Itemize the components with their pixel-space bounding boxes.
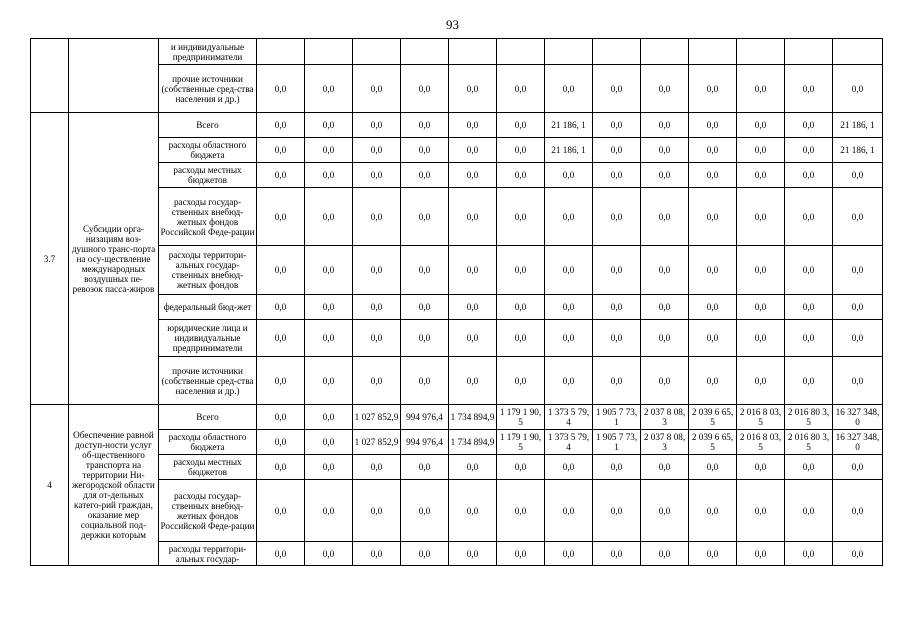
- value-cell: 0,0: [737, 480, 785, 542]
- funding-source-cell: Всего: [159, 113, 257, 138]
- value-cell: 0,0: [545, 455, 593, 480]
- value-cell: 0,0: [641, 246, 689, 295]
- value-cell: 0,0: [689, 138, 737, 163]
- value-cell: 0,0: [785, 295, 833, 320]
- value-cell: 0,0: [305, 188, 353, 246]
- value-cell: 0,0: [401, 357, 449, 405]
- value-cell: 0,0: [401, 163, 449, 188]
- value-cell: 0,0: [593, 65, 641, 113]
- value-cell: 0,0: [641, 542, 689, 566]
- table-row: [31, 480, 883, 542]
- value-cell: 0,0: [689, 113, 737, 138]
- value-cell: 0,0: [353, 113, 401, 138]
- value-cell: 0,0: [497, 357, 545, 405]
- value-cell: 0,0: [785, 246, 833, 295]
- value-cell: 0,0: [497, 542, 545, 566]
- value-cell: 0,0: [353, 295, 401, 320]
- value-cell: 0,0: [449, 113, 497, 138]
- value-cell: 2 016 8 03,5: [737, 405, 785, 430]
- value-cell: 0,0: [641, 163, 689, 188]
- value-cell: 16 327 348,0: [833, 430, 883, 455]
- table-row: [31, 295, 883, 320]
- value-cell: 0,0: [785, 542, 833, 566]
- value-cell: 0,0: [497, 455, 545, 480]
- value-cell: 0,0: [257, 138, 305, 163]
- value-cell: [689, 39, 737, 65]
- value-cell: 0,0: [737, 163, 785, 188]
- value-cell: 0,0: [641, 113, 689, 138]
- funding-source-cell: юридические лица и индивидуальные предприниматели: [159, 320, 257, 357]
- value-cell: 0,0: [353, 320, 401, 357]
- value-cell: 0,0: [545, 246, 593, 295]
- value-cell: 0,0: [401, 138, 449, 163]
- value-cell: 0,0: [641, 357, 689, 405]
- value-cell: 0,0: [449, 65, 497, 113]
- value-cell: 0,0: [833, 188, 883, 246]
- value-cell: 0,0: [593, 113, 641, 138]
- table-row: [31, 65, 883, 113]
- value-cell: 0,0: [737, 295, 785, 320]
- value-cell: 0,0: [305, 455, 353, 480]
- value-cell: 0,0: [545, 295, 593, 320]
- value-cell: 0,0: [785, 320, 833, 357]
- table-row: [31, 455, 883, 480]
- value-cell: 0,0: [593, 455, 641, 480]
- table-row: [31, 405, 883, 430]
- value-cell: 0,0: [497, 320, 545, 357]
- section-number-cell: 3.7: [31, 113, 69, 405]
- value-cell: 0,0: [689, 357, 737, 405]
- value-cell: 0,0: [641, 65, 689, 113]
- value-cell: 0,0: [401, 188, 449, 246]
- value-cell: 0,0: [833, 320, 883, 357]
- value-cell: 1 905 7 73,1: [593, 430, 641, 455]
- table-row: [31, 542, 883, 566]
- value-cell: 0,0: [545, 480, 593, 542]
- value-cell: 0,0: [449, 188, 497, 246]
- value-cell: 0,0: [497, 295, 545, 320]
- value-cell: 0,0: [257, 163, 305, 188]
- value-cell: 0,0: [257, 480, 305, 542]
- value-cell: 0,0: [641, 480, 689, 542]
- value-cell: 0,0: [305, 163, 353, 188]
- value-cell: 0,0: [257, 188, 305, 246]
- value-cell: 2 039 6 65,5: [689, 430, 737, 455]
- table-row: [31, 188, 883, 246]
- funding-source-cell: расходы местных бюджетов: [159, 455, 257, 480]
- value-cell: 2 016 8 03,5: [737, 430, 785, 455]
- value-cell: 0,0: [593, 188, 641, 246]
- value-cell: 21 186, 1: [545, 113, 593, 138]
- value-cell: 0,0: [497, 65, 545, 113]
- value-cell: [401, 39, 449, 65]
- value-cell: 0,0: [449, 320, 497, 357]
- value-cell: [833, 39, 883, 65]
- page-number: 93: [446, 17, 459, 32]
- value-cell: 0,0: [353, 163, 401, 188]
- value-cell: 0,0: [737, 320, 785, 357]
- measure-name-cell: [69, 39, 159, 113]
- value-cell: [305, 39, 353, 65]
- value-cell: 2 016 80 3,5: [785, 430, 833, 455]
- value-cell: 0,0: [785, 480, 833, 542]
- value-cell: 0,0: [497, 480, 545, 542]
- value-cell: 0,0: [833, 65, 883, 113]
- value-cell: 0,0: [593, 246, 641, 295]
- value-cell: 994 976,4: [401, 430, 449, 455]
- funding-source-cell: расходы территори-альных государ-ственных внебюд-жетных фондов: [159, 246, 257, 295]
- value-cell: 0,0: [401, 295, 449, 320]
- value-cell: 0,0: [353, 542, 401, 566]
- value-cell: 2 037 8 08,3: [641, 405, 689, 430]
- measure-name-cell: Субсидии орга-низациям воз-душного транс-порта на осу-ществление международных воздушных пе-ревозок пасса-жиров: [69, 113, 159, 405]
- table-body: [31, 39, 883, 566]
- value-cell: 0,0: [257, 295, 305, 320]
- value-cell: 0,0: [353, 455, 401, 480]
- value-cell: 0,0: [449, 295, 497, 320]
- value-cell: 0,0: [257, 113, 305, 138]
- value-cell: 0,0: [593, 357, 641, 405]
- funding-source-cell: федеральный бюд-жет: [159, 295, 257, 320]
- value-cell: 0,0: [641, 455, 689, 480]
- value-cell: 0,0: [449, 455, 497, 480]
- value-cell: 0,0: [305, 320, 353, 357]
- value-cell: 0,0: [497, 113, 545, 138]
- value-cell: 0,0: [593, 163, 641, 188]
- value-cell: 0,0: [689, 455, 737, 480]
- value-cell: 2 037 8 08,3: [641, 430, 689, 455]
- value-cell: 0,0: [353, 138, 401, 163]
- value-cell: 0,0: [305, 542, 353, 566]
- value-cell: 0,0: [833, 246, 883, 295]
- value-cell: 21 186, 1: [545, 138, 593, 163]
- value-cell: 1 373 5 79,4: [545, 405, 593, 430]
- value-cell: [593, 39, 641, 65]
- value-cell: 0,0: [545, 188, 593, 246]
- value-cell: 0,0: [689, 246, 737, 295]
- value-cell: 0,0: [305, 405, 353, 430]
- value-cell: 1 734 894,9: [449, 430, 497, 455]
- table-row: [31, 138, 883, 163]
- value-cell: 0,0: [449, 246, 497, 295]
- table-row: [31, 39, 883, 65]
- value-cell: 0,0: [833, 455, 883, 480]
- value-cell: 0,0: [305, 295, 353, 320]
- value-cell: 0,0: [689, 65, 737, 113]
- funding-source-cell: расходы областного бюджета: [159, 430, 257, 455]
- value-cell: 0,0: [401, 113, 449, 138]
- value-cell: 1 179 1 90,5: [497, 430, 545, 455]
- value-cell: 0,0: [737, 455, 785, 480]
- funding-source-cell: расходы территори-альных государ-: [159, 542, 257, 566]
- value-cell: 1 179 1 90,5: [497, 405, 545, 430]
- value-cell: 0,0: [833, 542, 883, 566]
- value-cell: 0,0: [785, 455, 833, 480]
- value-cell: 0,0: [737, 246, 785, 295]
- value-cell: 1 373 5 79,4: [545, 430, 593, 455]
- table-row: [31, 246, 883, 295]
- value-cell: 0,0: [257, 405, 305, 430]
- value-cell: [737, 39, 785, 65]
- value-cell: 0,0: [689, 542, 737, 566]
- value-cell: 0,0: [353, 480, 401, 542]
- value-cell: 0,0: [593, 320, 641, 357]
- table-row: [31, 430, 883, 455]
- table-row: [31, 320, 883, 357]
- funding-source-cell: расходы местных бюджетов: [159, 163, 257, 188]
- funding-source-cell: Всего: [159, 405, 257, 430]
- value-cell: 0,0: [353, 246, 401, 295]
- value-cell: [449, 39, 497, 65]
- measure-name-cell: Обеспечение равной доступ-ности услуг об-щественного транспорта на территории Ни-жегородской области для от-дельных катего-рий граждан, оказание мер социальной под-держки которым: [69, 405, 159, 566]
- value-cell: 1 734 894,9: [449, 405, 497, 430]
- table-row: [31, 163, 883, 188]
- value-cell: 0,0: [689, 188, 737, 246]
- value-cell: 0,0: [737, 357, 785, 405]
- value-cell: 994 976,4: [401, 405, 449, 430]
- value-cell: 0,0: [305, 480, 353, 542]
- value-cell: 0,0: [545, 357, 593, 405]
- value-cell: 16 327 348,0: [833, 405, 883, 430]
- funding-source-cell: расходы областного бюджета: [159, 138, 257, 163]
- value-cell: 0,0: [833, 163, 883, 188]
- funding-source-cell: и индивидуальные предприниматели: [159, 39, 257, 65]
- value-cell: 0,0: [257, 430, 305, 455]
- value-cell: 1 027 852,9: [353, 405, 401, 430]
- value-cell: 0,0: [449, 480, 497, 542]
- funding-source-cell: расходы государ-ственных внебюд-жетных фондов Российской Феде-рации: [159, 480, 257, 542]
- value-cell: 0,0: [737, 188, 785, 246]
- value-cell: 0,0: [353, 188, 401, 246]
- value-cell: 1 027 852,9: [353, 430, 401, 455]
- value-cell: 0,0: [449, 542, 497, 566]
- value-cell: 21 186, 1: [833, 138, 883, 163]
- value-cell: 0,0: [641, 320, 689, 357]
- funding-source-cell: расходы государ-ственных внебюд-жетных фондов Российской Феде-рации: [159, 188, 257, 246]
- value-cell: 0,0: [401, 480, 449, 542]
- value-cell: 0,0: [305, 113, 353, 138]
- funding-source-cell: прочие источники (собственные сред-ства населения и др.): [159, 65, 257, 113]
- value-cell: 0,0: [737, 65, 785, 113]
- value-cell: 0,0: [401, 65, 449, 113]
- value-cell: 0,0: [689, 163, 737, 188]
- value-cell: 0,0: [449, 138, 497, 163]
- value-cell: [353, 39, 401, 65]
- value-cell: 0,0: [593, 480, 641, 542]
- value-cell: 0,0: [305, 65, 353, 113]
- value-cell: 0,0: [497, 138, 545, 163]
- value-cell: 0,0: [497, 246, 545, 295]
- value-cell: 0,0: [785, 357, 833, 405]
- value-cell: 0,0: [305, 430, 353, 455]
- value-cell: 0,0: [401, 455, 449, 480]
- value-cell: 0,0: [257, 542, 305, 566]
- value-cell: 0,0: [545, 163, 593, 188]
- value-cell: 0,0: [785, 65, 833, 113]
- value-cell: 0,0: [737, 542, 785, 566]
- value-cell: 0,0: [257, 320, 305, 357]
- value-cell: [641, 39, 689, 65]
- value-cell: 0,0: [545, 542, 593, 566]
- value-cell: 0,0: [737, 113, 785, 138]
- value-cell: 0,0: [833, 357, 883, 405]
- value-cell: 0,0: [305, 357, 353, 405]
- value-cell: 0,0: [593, 138, 641, 163]
- value-cell: 0,0: [833, 480, 883, 542]
- value-cell: 0,0: [305, 138, 353, 163]
- value-cell: 0,0: [449, 163, 497, 188]
- value-cell: 0,0: [593, 542, 641, 566]
- value-cell: 21 186, 1: [833, 113, 883, 138]
- budget-table: [30, 38, 883, 566]
- value-cell: 0,0: [545, 65, 593, 113]
- value-cell: 0,0: [449, 357, 497, 405]
- value-cell: 0,0: [401, 246, 449, 295]
- value-cell: [257, 39, 305, 65]
- value-cell: 0,0: [689, 320, 737, 357]
- value-cell: 0,0: [641, 295, 689, 320]
- value-cell: 0,0: [497, 188, 545, 246]
- value-cell: 0,0: [593, 295, 641, 320]
- value-cell: [497, 39, 545, 65]
- value-cell: 0,0: [833, 295, 883, 320]
- value-cell: 0,0: [689, 480, 737, 542]
- value-cell: 0,0: [785, 138, 833, 163]
- value-cell: 0,0: [401, 320, 449, 357]
- value-cell: 2 039 6 65,5: [689, 405, 737, 430]
- table-row: [31, 113, 883, 138]
- value-cell: 0,0: [353, 357, 401, 405]
- value-cell: [545, 39, 593, 65]
- section-number-cell: [31, 39, 69, 113]
- value-cell: 0,0: [401, 542, 449, 566]
- value-cell: 0,0: [785, 163, 833, 188]
- value-cell: 0,0: [641, 188, 689, 246]
- value-cell: 0,0: [305, 246, 353, 295]
- value-cell: 0,0: [737, 138, 785, 163]
- value-cell: 0,0: [785, 188, 833, 246]
- value-cell: 0,0: [689, 295, 737, 320]
- value-cell: 1 905 7 73,1: [593, 405, 641, 430]
- value-cell: [785, 39, 833, 65]
- value-cell: 0,0: [545, 320, 593, 357]
- value-cell: 0,0: [257, 246, 305, 295]
- value-cell: 0,0: [497, 163, 545, 188]
- value-cell: 0,0: [257, 455, 305, 480]
- value-cell: 0,0: [353, 65, 401, 113]
- value-cell: 2 016 80 3,5: [785, 405, 833, 430]
- value-cell: 0,0: [785, 113, 833, 138]
- table-row: [31, 357, 883, 405]
- value-cell: 0,0: [257, 65, 305, 113]
- section-number-cell: 4: [31, 405, 69, 566]
- value-cell: 0,0: [641, 138, 689, 163]
- value-cell: 0,0: [257, 357, 305, 405]
- funding-source-cell: прочие источники (собственные сред-ства населения и др.): [159, 357, 257, 405]
